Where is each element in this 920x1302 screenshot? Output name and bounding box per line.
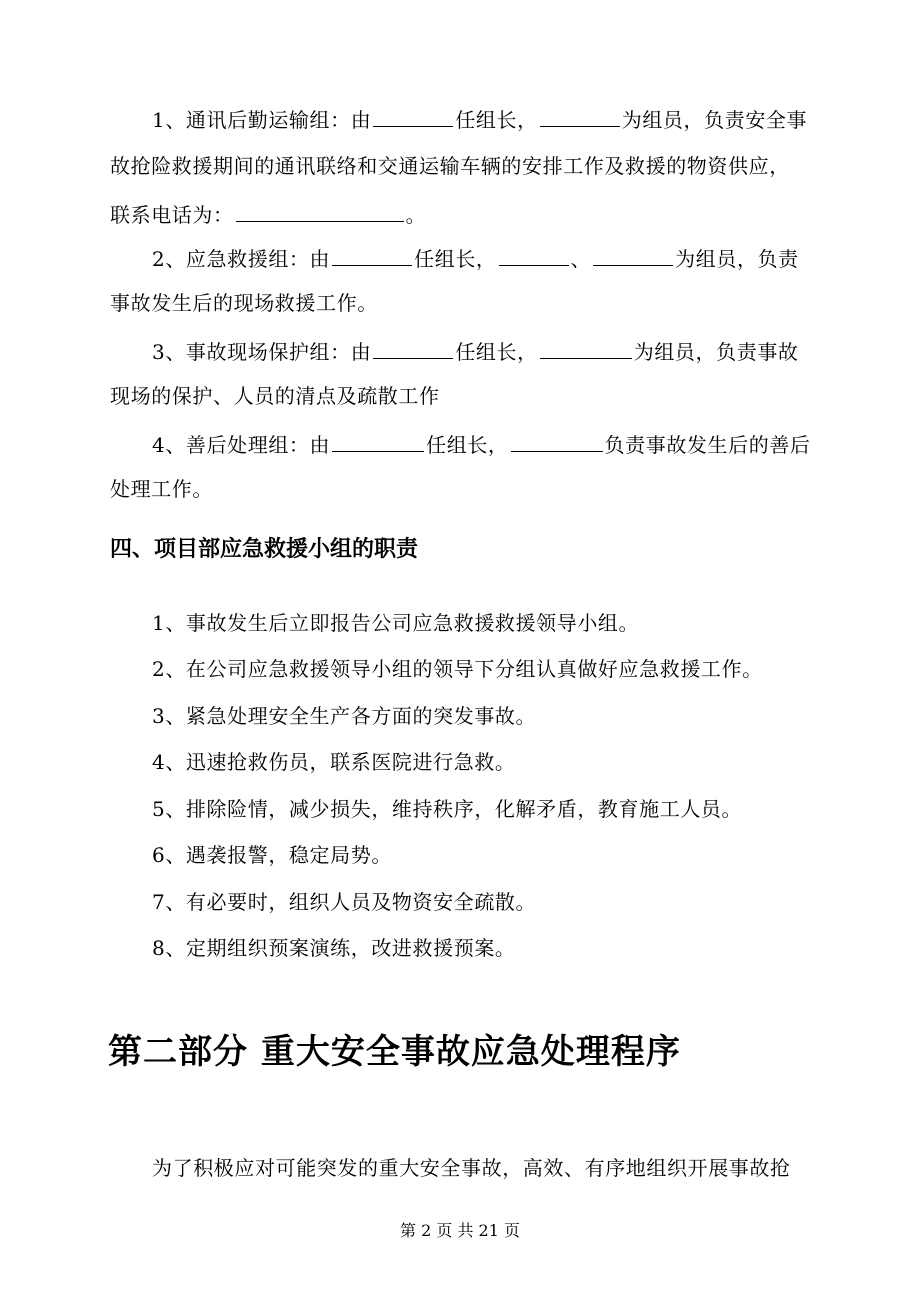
blank-field bbox=[540, 336, 632, 359]
team-2-text-c: 、 bbox=[570, 247, 592, 271]
team-1-text-a: 1、通讯后勤运输组：由 bbox=[152, 108, 372, 132]
blank-field bbox=[499, 243, 569, 266]
team-3-line-1 bbox=[152, 336, 799, 366]
section-title: 四、项目部应急救援小组的职责 bbox=[110, 537, 419, 562]
team-1-line-3 bbox=[110, 199, 426, 229]
page-footer: 第 2 页 共 21 页 bbox=[400, 1221, 520, 1240]
team-2-text-a: 2、应急救援组：由 bbox=[152, 247, 331, 271]
duty-item: 1、事故发生后立即报告公司应急救援救援领导小组。 bbox=[152, 611, 640, 635]
team-2-text-b: 任组长， bbox=[414, 247, 497, 271]
team-4-text-b: 任组长， bbox=[426, 433, 509, 457]
blank-field bbox=[236, 199, 404, 222]
blank-field bbox=[332, 243, 412, 266]
duty-item: 4、迅速抢救伤员，联系医院进行急救。 bbox=[152, 750, 516, 774]
blank-field bbox=[593, 243, 673, 266]
team-1-line-2: 故抢险救援期间的通讯联络和交通运输车辆的安排工作及救援的物资供应， bbox=[110, 154, 790, 178]
duty-item: 7、有必要时，组织人员及物资安全疏散。 bbox=[152, 890, 537, 914]
duty-item: 5、排除险情，减少损失，维持秩序，化解矛盾，教育施工人员。 bbox=[152, 797, 743, 821]
team-3-text-a: 3、事故现场保护组：由 bbox=[152, 340, 372, 364]
duty-item: 6、遇袭报警，稳定局势。 bbox=[152, 843, 392, 867]
team-3-text-b: 任组长， bbox=[455, 340, 538, 364]
team-4-line-2: 处理工作。 bbox=[110, 477, 213, 501]
team-4-text-c: 负责事故发生后的善后 bbox=[604, 433, 811, 457]
blank-field bbox=[373, 336, 453, 359]
duty-item: 3、紧急处理安全生产各方面的突发事故。 bbox=[152, 704, 537, 728]
team-1-line-1 bbox=[152, 104, 807, 134]
team-2-text-d: 为组员，负责 bbox=[675, 247, 799, 271]
part-intro: 为了积极应对可能突发的重大安全事故，高效、有序地组织开展事故抢 bbox=[152, 1156, 791, 1180]
team-1-text-phone: 联系电话为： bbox=[110, 203, 234, 227]
team-3-line-2: 现场的保护、人员的清点及疏散工作 bbox=[110, 384, 440, 408]
blank-field bbox=[332, 429, 424, 452]
team-1-text-c: 为组员，负责安全事 bbox=[621, 108, 808, 132]
team-1-text-end: 。 bbox=[405, 203, 427, 227]
team-4-line-1 bbox=[152, 429, 811, 459]
team-3-text-c: 为组员，负责事故 bbox=[633, 340, 799, 364]
team-4-text-a: 4、善后处理组：由 bbox=[152, 433, 331, 457]
duty-item: 8、定期组织预案演练，改进救援预案。 bbox=[152, 936, 516, 960]
blank-field bbox=[511, 429, 603, 452]
team-2-line-1 bbox=[152, 243, 799, 273]
team-2-line-2: 事故发生后的现场救援工作。 bbox=[110, 291, 378, 315]
part-title: 第二部分 重大安全事故应急处理程序 bbox=[108, 1032, 681, 1072]
blank-field bbox=[373, 104, 453, 127]
team-1-text-b: 任组长， bbox=[455, 108, 538, 132]
duty-item: 2、在公司应急救援领导小组的领导下分组认真做好应急救援工作。 bbox=[152, 657, 763, 681]
blank-field bbox=[540, 104, 620, 127]
